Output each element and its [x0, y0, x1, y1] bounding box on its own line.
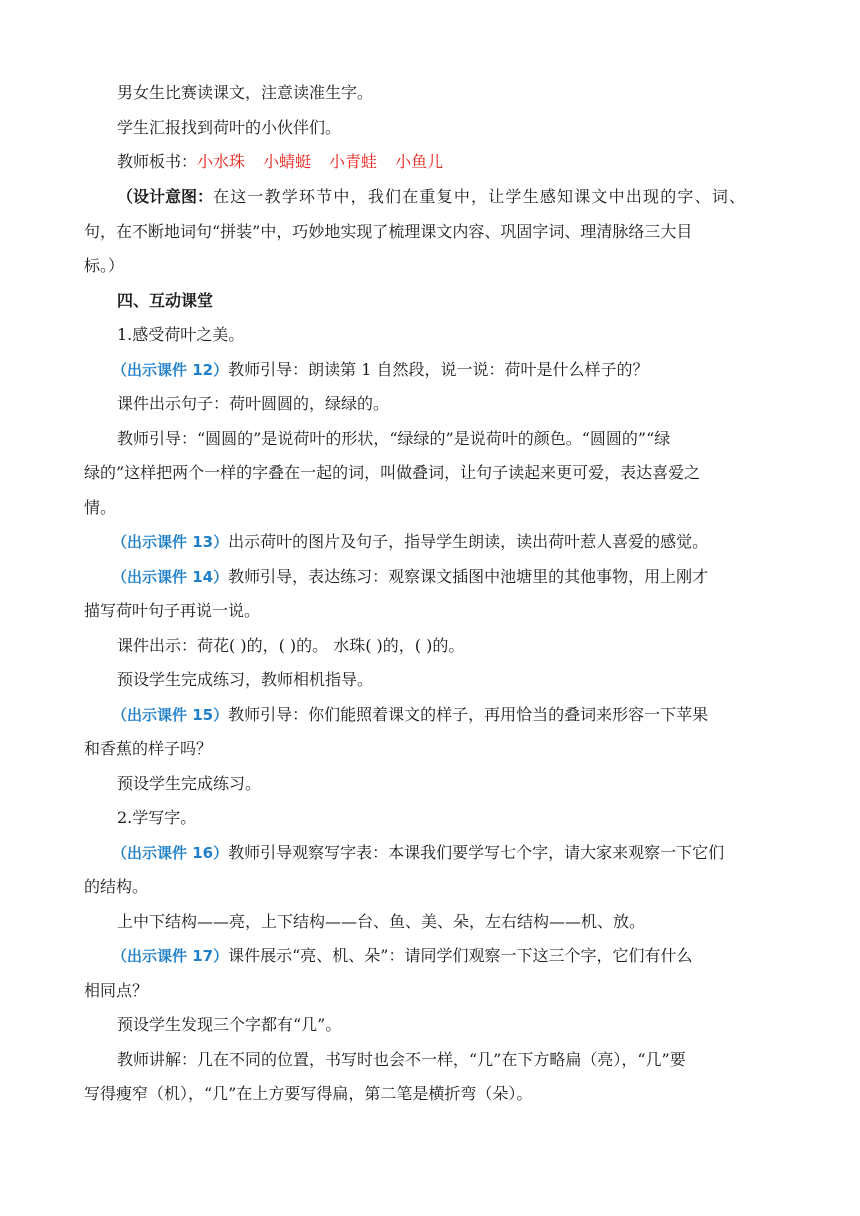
courseware-tag: （出示课件 15） [112, 706, 229, 724]
courseware-text: 教师引导观察写字表：本课我们要学写七个字，请大家来观察一下它们 [228, 843, 725, 862]
paragraph-guide-line-2: 绿的”这样把两个一样的字叠在一起的词，叫做叠词，让句子读起来更可爱，表达喜爱之 [84, 463, 701, 482]
design-intent-line-3: 标。） [84, 256, 125, 275]
paragraph-exercise: 课件出示：荷花( )的，( )的。 水珠( )的，( )的。 [117, 636, 465, 655]
courseware-text: 教师引导，表达练习：观察课文插图中池塘里的其他事物，用上刚才 [228, 567, 709, 586]
courseware-tag: （出示课件 14） [112, 568, 229, 586]
paragraph-preset-1: 预设学生完成练习，教师相机指导。 [117, 670, 374, 689]
paragraph-guide-line-1: 教师引导：“圆圆的”是说荷叶的形状，“绿绿的”是说荷叶的颜色。“圆圆的”“绿 [117, 429, 671, 448]
paragraph-courseware-14 [112, 566, 812, 588]
courseware-text: 教师引导：朗读第 1 自然段，说一说：荷叶是什么样子的？ [228, 360, 649, 379]
paragraph-explain-line-2: 写得瘦窄（机），“几”在上方要写得扁，第二笔是横折弯（朵）。 [84, 1084, 533, 1103]
courseware-text: 教师引导：你们能照着课文的样子，再用恰当的叠词来形容一下苹果 [228, 705, 709, 724]
paragraph-structure: 上中下结构——亮，上下结构——台、鱼、美、朵，左右结构——机、放。 [117, 912, 646, 931]
design-intent-line-1 [117, 186, 817, 208]
paragraph-explain-line-1: 教师讲解：几在不同的位置，书写时也会不一样，“几”在下方略扁（亮），“几”要 [117, 1050, 686, 1069]
board-writing-label: 教师板书： [117, 152, 198, 171]
paragraph-guide-line-3: 情。 [84, 498, 117, 517]
paragraph-preset-3: 预设学生发现三个字都有“几”。 [117, 1015, 342, 1034]
design-intent-line-2: 句，在不断地词句“拼装”中，巧妙地实现了梳理课文内容、巩固字词、理清脉络三大目 [84, 222, 693, 241]
subheading-learn-writing: 2.学写字。 [117, 808, 197, 827]
subheading-lotus-beauty: 1.感受荷叶之美。 [117, 325, 245, 344]
courseware-text: 出示荷叶的图片及句子，指导学生朗读，读出荷叶惹人喜爱的感觉。 [228, 532, 709, 551]
paragraph-courseware-12 [112, 359, 812, 381]
courseware-tag: （出示课件 13） [112, 533, 229, 551]
paragraph-courseware-15 [112, 704, 812, 726]
board-word: 小水珠 [197, 152, 246, 171]
courseware-text: 课件展示“亮、机、朵”：请同学们观察一下这三个字，它们有什么 [228, 946, 693, 965]
courseware-tag: （出示课件 12） [112, 361, 229, 379]
paragraph-courseware-17 [112, 945, 812, 967]
paragraph-courseware-15-cont: 和香蕉的样子吗？ [84, 739, 213, 758]
paragraph-board-writing [117, 151, 817, 173]
section-heading-interactive-class: 四、互动课堂 [117, 291, 214, 310]
board-word: 小鱼儿 [395, 152, 444, 171]
design-intent-label: （设计意图： [117, 187, 214, 206]
paragraph-courseware-17-cont: 相同点？ [84, 981, 149, 1000]
paragraph-courseware-16-cont: 的结构。 [84, 877, 149, 896]
paragraph-courseware-13 [112, 531, 812, 553]
design-intent-text: 在这一教学环节中，我们在重复中，让学生感知课文中出现的字、词、 [213, 187, 747, 206]
board-word: 小青蛙 [329, 152, 378, 171]
paragraph-report: 学生汇报找到荷叶的小伙伴们。 [117, 118, 342, 137]
paragraph-preset-2: 预设学生完成练习。 [117, 774, 262, 793]
paragraph-courseware-16 [112, 842, 812, 864]
courseware-tag: （出示课件 16） [112, 844, 229, 862]
paragraph-show-sentence: 课件出示句子：荷叶圆圆的，绿绿的。 [117, 394, 390, 413]
courseware-tag: （出示课件 17） [112, 947, 229, 965]
paragraph-read-race: 男女生比赛读课文，注意读准生字。 [117, 83, 374, 102]
board-word: 小蜻蜓 [263, 152, 312, 171]
paragraph-courseware-14-cont: 描写荷叶句子再说一说。 [84, 601, 261, 620]
